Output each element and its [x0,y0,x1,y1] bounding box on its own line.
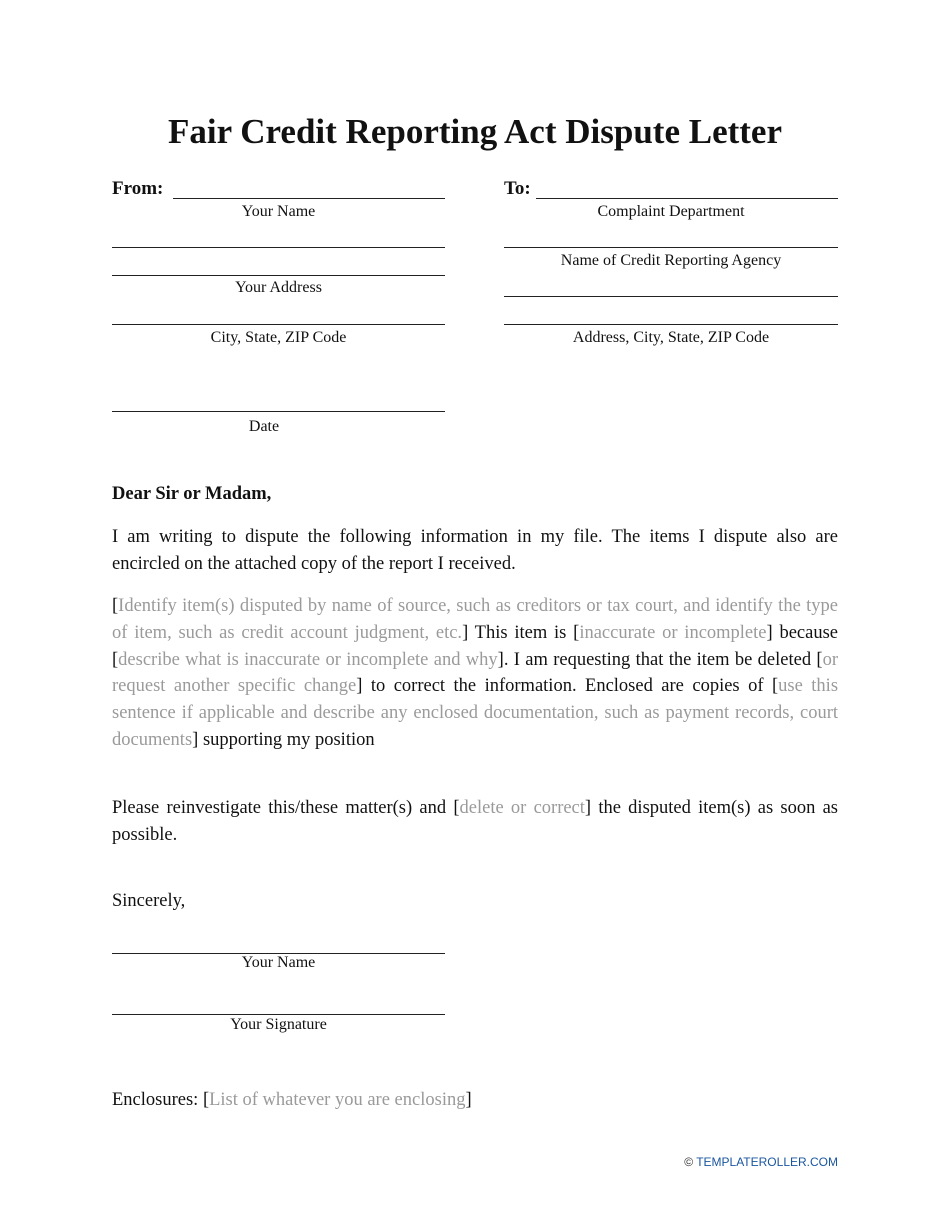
from-address-line-2[interactable] [112,275,445,276]
from-address-caption: Your Address [235,279,322,296]
placeholder-enclosed-docs: use this sentence if applicable and describe any enclosed documentation, such as payment records, court documents [112,676,839,750]
paragraph-reinvestigate: Please reinvestigate this/these matter(s) and [delete or correct] the disputed item(s) as soon as possible. [112,798,838,845]
text-segment: the disputed item(s) as soon as possible. [112,798,838,845]
to-label: To: [504,178,531,199]
placeholder-identify-items: Identify item(s) disputed by name of source, such as creditors or tax court, and identify the type of item, such as credit account judgment, etc. [112,596,838,643]
placeholder-describe: describe what is inaccurate or incomplete and why [118,649,498,670]
closing: Sincerely, [112,891,186,911]
text-segment: . I am requesting that the item be deleted [503,649,817,670]
to-address-caption: Address, City, State, ZIP Code [572,329,770,346]
from-address-line-1[interactable] [112,247,445,248]
text-segment: supporting my position [198,729,375,750]
paragraph-intro: I am writing to dispute the following information in my file. The items I dispute also are encircled on the attached copy of the report I received. [112,527,838,574]
placeholder-request-change: or request another specific change [112,649,839,697]
copyright-icon: © [684,1155,694,1169]
salutation: Dear Sir or Madam, [112,484,272,504]
signature-caption: Your Signature [230,1016,327,1033]
text-segment: because [772,622,838,643]
signature-line[interactable] [112,1014,445,1015]
from-label: From: [112,178,164,199]
text-segment: to correct the information. Enclosed are copies of [362,676,772,697]
to-department-caption: Complaint Department [597,203,745,220]
text-segment: Please reinvestigate this/these matter(s) and [112,798,454,818]
from-city-line[interactable] [112,324,445,325]
footer-brand[interactable] [684,1155,838,1169]
placeholder-enclosures: List of whatever you are enclosing [209,1090,466,1110]
date-caption: Date [248,418,280,435]
to-agency-line[interactable] [504,247,838,248]
enclosures-label: Enclosures: [112,1090,203,1110]
to-department-line[interactable] [536,198,838,199]
from-city-caption: City, State, ZIP Code [210,329,347,346]
placeholder-delete-correct: delete or correct [459,798,585,818]
placeholder-inaccurate: inaccurate or incomplete [579,622,767,643]
paragraph-dispute: [Identify item(s) disputed by name of source, such as creditors or tax court, and identify the type of item, such as credit account judgment, etc.] This item is [inaccurate or incomplete] because [describe what is inaccurate or incomplete and why]. I am requesting that the item be deleted [or request another specific change] to correct the information. Enclosed are copies of [use this sentence if applicable and describe any enclosed documentation, such as payment records, court documents] supporting my position [112,596,839,750]
from-name-line[interactable] [173,198,445,199]
date-line[interactable] [112,411,445,412]
text-segment: This item is [468,622,574,643]
to-address-line-1[interactable] [504,296,838,297]
enclosures: Enclosures: [List of whatever you are enclosing] [112,1090,472,1110]
brand-link[interactable]: TEMPLATEROLLER.COM [696,1155,838,1169]
page-title: Fair Credit Reporting Act Dispute Letter [167,112,782,151]
signature-name-caption: Your Name [241,954,316,971]
from-name-caption: Your Name [241,203,316,220]
to-address-line-2[interactable] [504,324,838,325]
to-agency-caption: Name of Credit Reporting Agency [560,252,782,269]
